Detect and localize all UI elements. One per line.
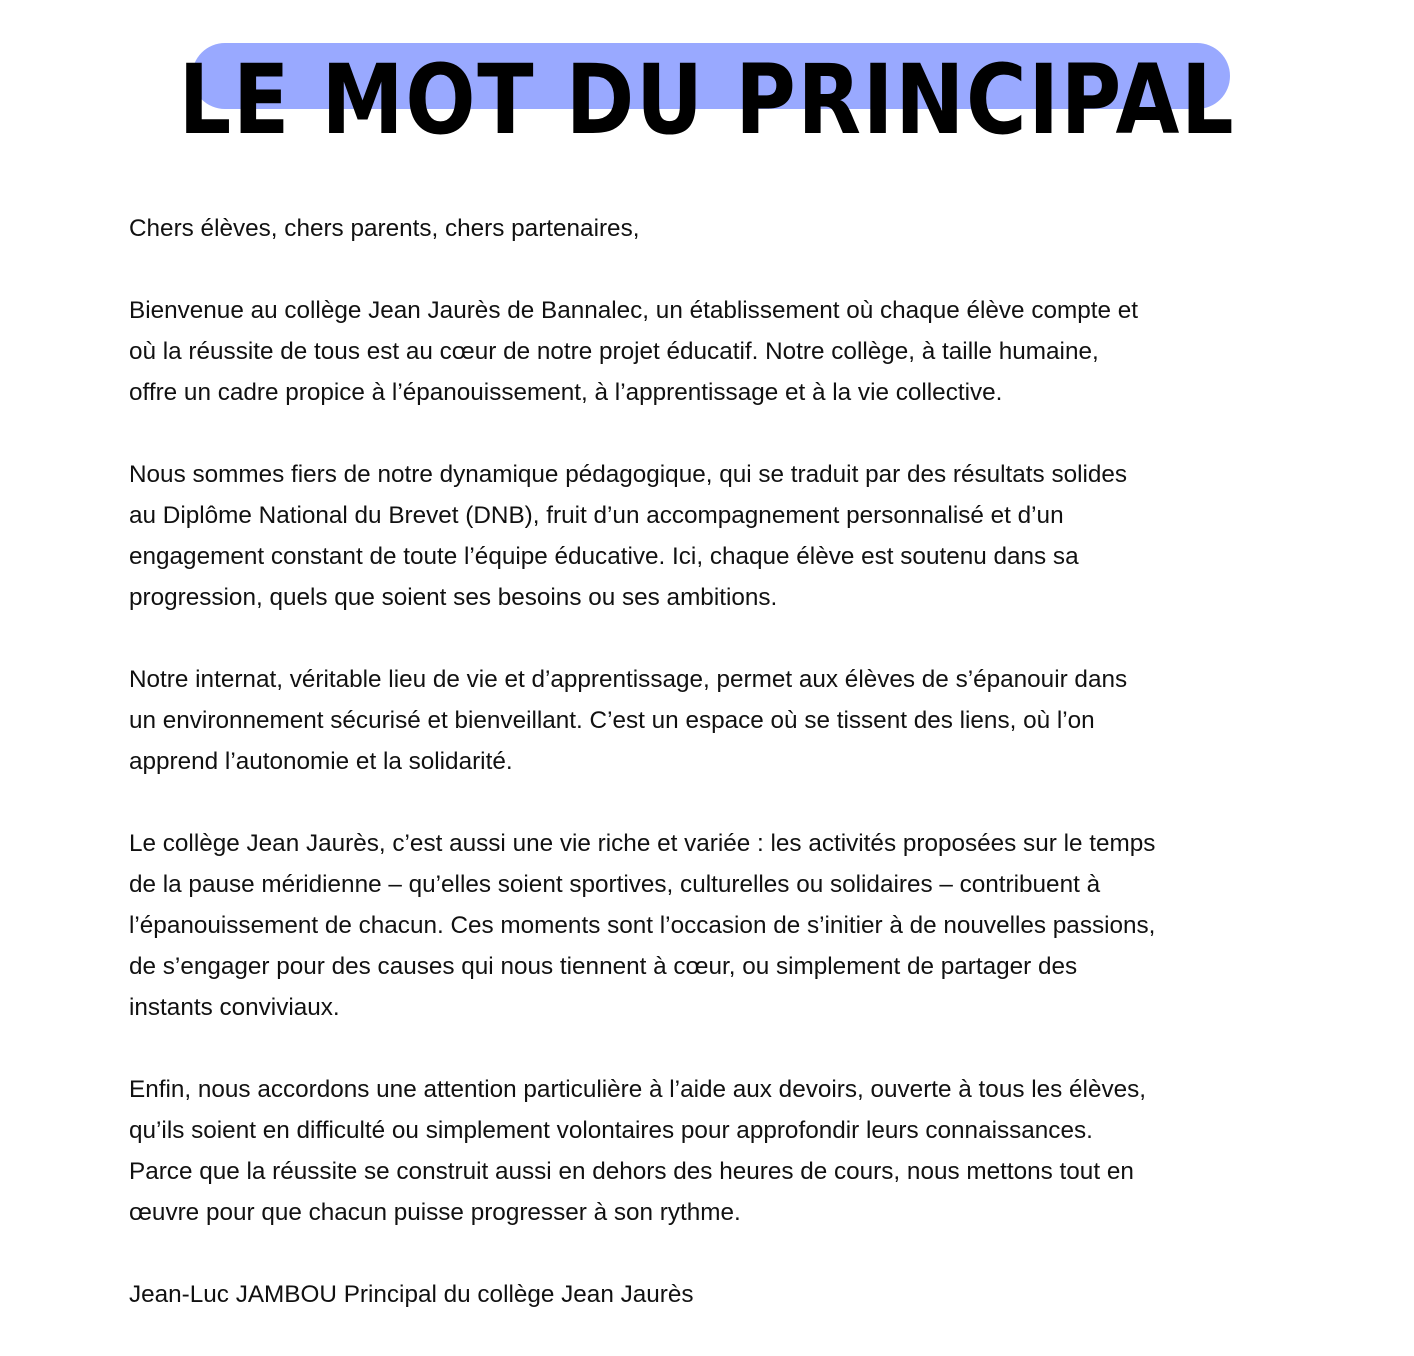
signature: Jean-Luc JAMBOU Principal du collège Jean Jaurès [129,1281,694,1308]
paragraph-line: Notre internat, véritable lieu de vie et d’apprentissage, permet aux élèves de s’épanouir dans [129,666,1128,693]
letter-body [129,208,1299,1356]
page-header [0,0,1414,170]
paragraph-line: œuvre pour que chacun puisse progresser à son rythme. [129,1199,741,1226]
paragraph-boarding [129,659,1299,782]
paragraph-line: un environnement sécurisé et bienveillant. C’est un espace où se tissent des liens, où l’on [129,707,1095,734]
paragraph-line: apprend l’autonomie et la solidarité. [129,748,513,775]
greeting: Chers élèves, chers parents, chers partenaires, [129,215,640,242]
paragraph-welcome [129,290,1299,413]
paragraph-line: engagement constant de toute l’équipe éducative. Ici, chaque élève est soutenu dans sa [129,543,1079,570]
paragraph-line: de la pause méridienne – qu’elles soient sportives, culturelles ou solidaires – contribuent à [129,871,1101,898]
page-title: LE MOT DU PRINCIPAL [178,44,1236,156]
paragraph-activities [129,823,1299,1028]
paragraph-line: de s’engager pour des causes qui nous tiennent à cœur, ou simplement de partager des [129,953,1078,980]
paragraph-line: offre un cadre propice à l’épanouissement, à l’apprentissage et à la vie collective. [129,379,1003,406]
paragraph-line: Enfin, nous accordons une attention particulière à l’aide aux devoirs, ouverte à tous les élèves, [129,1076,1147,1103]
paragraph-line: qu’ils soient en difficulté ou simplement volontaires pour approfondir leurs connaissances. [129,1117,1093,1144]
paragraph-line: Parce que la réussite se construit aussi en dehors des heures de cours, nous mettons tout en [129,1158,1134,1185]
paragraph-line: progression, quels que soient ses besoins ou ses ambitions. [129,584,778,611]
paragraph-line: où la réussite de tous est au cœur de notre projet éducatif. Notre collège, à taille humaine, [129,338,1099,365]
paragraph-line: instants conviviaux. [129,994,340,1021]
paragraph-line: Nous sommes fiers de notre dynamique pédagogique, qui se traduit par des résultats solides [129,461,1128,488]
paragraph-homework-help [129,1069,1299,1233]
paragraph-line: l’épanouissement de chacun. Ces moments sont l’occasion de s’initier à de nouvelles passions, [129,912,1156,939]
paragraph-line: au Diplôme National du Brevet (DNB), fruit d’un accompagnement personnalisé et d’un [129,502,1064,529]
paragraph-line: Bienvenue au collège Jean Jaurès de Bannalec, un établissement où chaque élève compte et [129,297,1139,324]
paragraph-line: Le collège Jean Jaurès, c’est aussi une vie riche et variée : les activités proposées sur le temps [129,830,1156,857]
paragraph-pedagogy [129,454,1299,618]
